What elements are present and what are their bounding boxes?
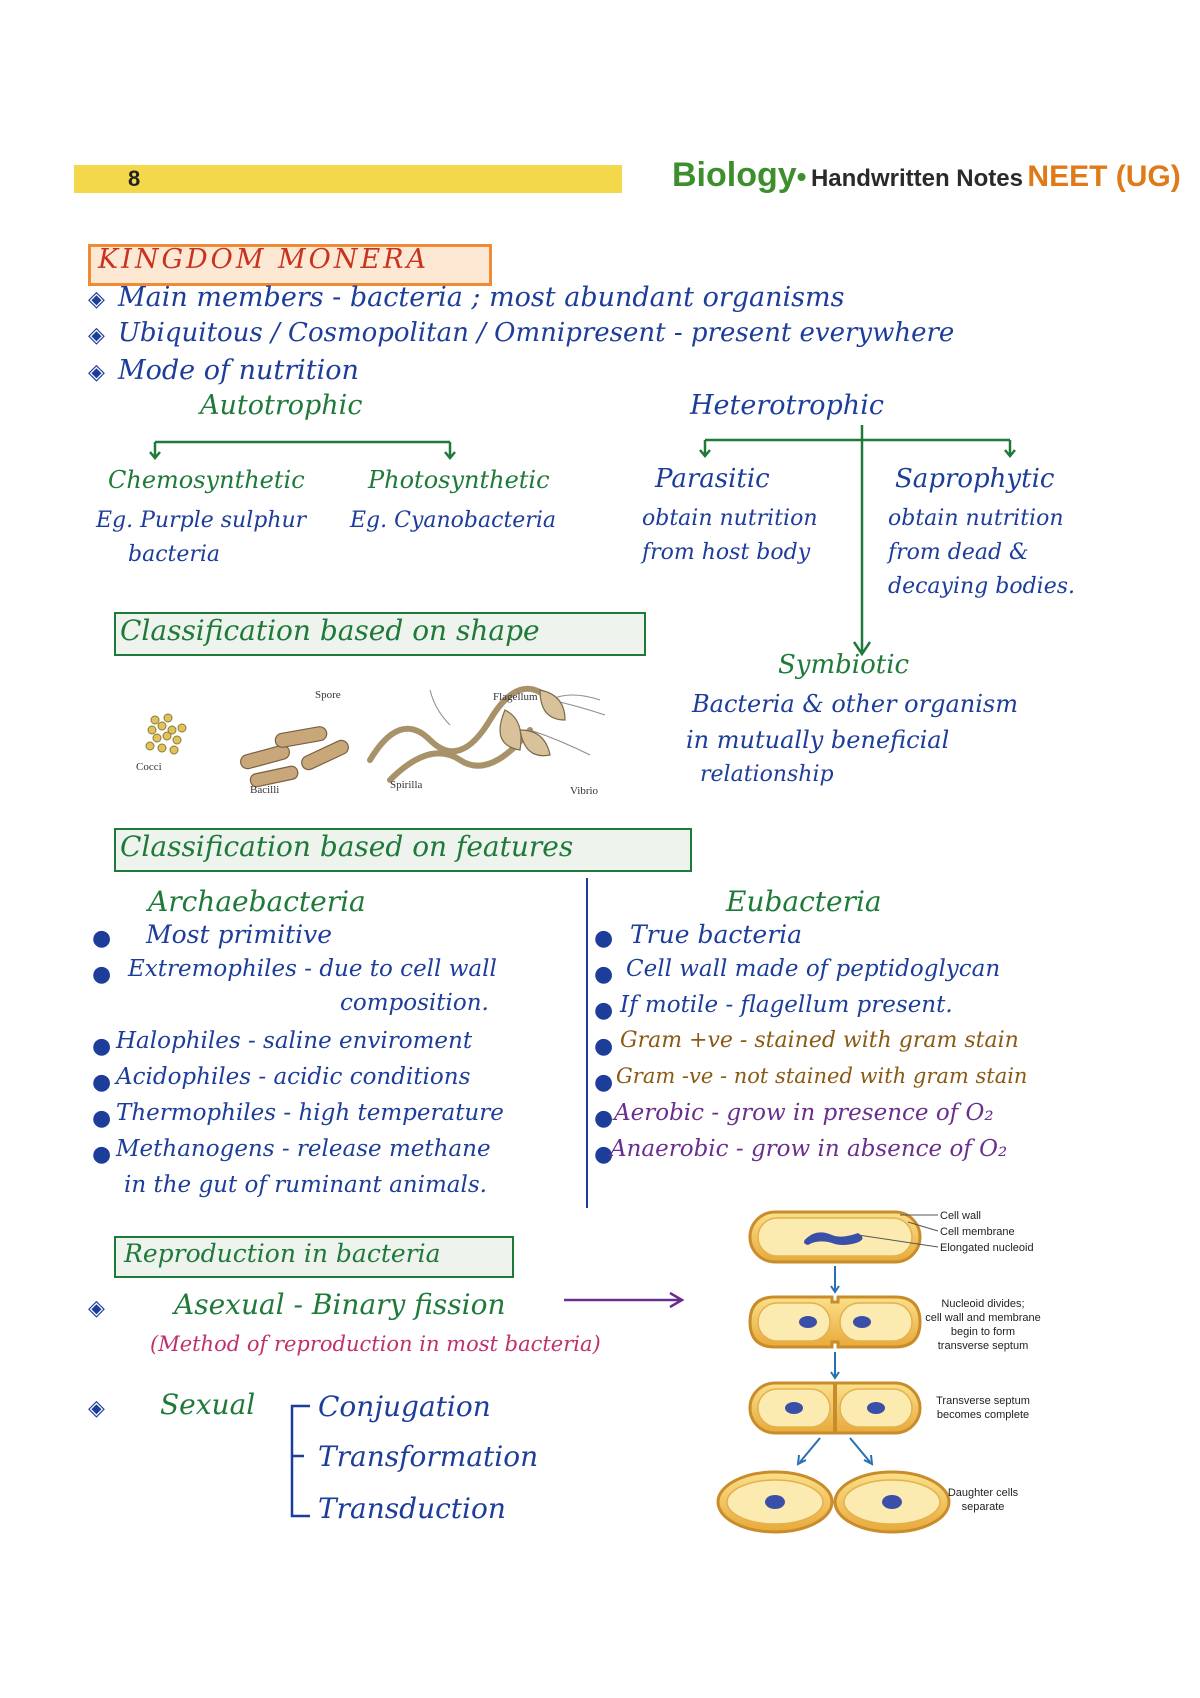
brand-exam: NEET (UG)	[1027, 160, 1181, 193]
bullet-dot-icon: ●	[594, 962, 614, 987]
features-divider	[586, 878, 588, 1208]
diamond-bullet-icon: ◈	[88, 287, 105, 312]
sexual-bracket	[284, 1398, 314, 1528]
symbiotic-desc-3: relationship	[700, 762, 834, 787]
archae-item: Acidophiles - acidic conditions	[116, 1064, 471, 1090]
bullet-dot-icon: ●	[92, 926, 112, 951]
arrow-right-icon	[560, 1290, 690, 1310]
flagellum-label: Flagellum	[493, 691, 538, 703]
bullet-dot-icon: ●	[594, 998, 614, 1023]
bullet-dot-icon: ●	[92, 1142, 112, 1167]
spore-label: Spore	[315, 689, 341, 701]
bullet-dot-icon: ●	[594, 1034, 614, 1059]
parasitic-desc-2: from host body	[642, 540, 811, 565]
reproduction-heading: Reproduction in bacteria	[124, 1239, 441, 1268]
diamond-bullet-icon: ◈	[88, 360, 105, 385]
brand-notes: Handwritten Notes	[810, 165, 1023, 192]
asexual-label: Asexual - Binary fission	[174, 1288, 506, 1321]
nucleoid-divides-label-2: cell wall and membrane	[925, 1312, 1041, 1324]
bullet-dot-icon: ●	[92, 1034, 112, 1059]
bacteria-shapes-illustration	[130, 670, 640, 800]
symbiotic-desc-2: in mutually beneficial	[686, 726, 950, 754]
diamond-bullet-icon: ◈	[88, 1396, 105, 1421]
nucleoid-divides-label-4: transverse septum	[937, 1340, 1029, 1352]
photosynthetic-label: Photosynthetic	[368, 466, 550, 494]
daughter-cells-label-2: separate	[961, 1501, 1005, 1513]
eubac-item-aerobic: Aerobic - grow in presence of O₂	[614, 1100, 994, 1126]
parasitic-desc-1: obtain nutrition	[642, 506, 818, 531]
page-title: KINGDOM MONERA	[98, 244, 429, 275]
archae-item: in the gut of ruminant animals.	[124, 1172, 487, 1198]
chemosynthetic-example-1: Eg. Purple sulphur	[96, 508, 307, 533]
binary-fission-diagram	[700, 1200, 1120, 1540]
saprophytic-label: Saprophytic	[895, 464, 1055, 494]
asexual-note: (Method of reproduction in most bacteria)	[150, 1332, 601, 1356]
diamond-bullet-icon: ◈	[88, 1296, 105, 1321]
eubac-item-gram-positive: Gram +ve - stained with gram stain	[620, 1028, 1019, 1053]
shape-heading: Classification based on shape	[120, 614, 540, 647]
bullet-ubiquitous: Ubiquitous / Cosmopolitan / Omnipresent - present everywhere	[118, 318, 955, 348]
autotrophic-label: Autotrophic	[200, 390, 363, 421]
eubac-item-anaerobic: Anaerobic - grow in absence of O₂	[610, 1136, 1008, 1162]
septum-complete-label-2: becomes complete	[936, 1409, 1030, 1421]
brand-dot: •	[796, 161, 807, 192]
sexual-label: Sexual	[160, 1388, 256, 1421]
page-number: 8	[128, 166, 141, 191]
symbiotic-label: Symbiotic	[778, 650, 910, 680]
saprophytic-desc-1: obtain nutrition	[888, 506, 1064, 531]
bullet-dot-icon: ●	[92, 1070, 112, 1095]
archae-item: Thermophiles - high temperature	[116, 1100, 504, 1126]
archae-item: Most primitive	[146, 920, 333, 949]
septum-complete-label-1: Transverse septum	[936, 1395, 1030, 1407]
archaebacteria-title: Archaebacteria	[148, 885, 366, 918]
bullet-mode-of-nutrition: Mode of nutrition	[118, 355, 359, 386]
parasitic-label: Parasitic	[655, 464, 770, 494]
saprophytic-desc-3: decaying bodies.	[888, 574, 1075, 599]
bullet-dot-icon: ●	[594, 926, 614, 951]
bullet-main-members: Main members - bacteria ; most abundant organisms	[118, 282, 845, 313]
daughter-cells-label-1: Daughter cells	[947, 1487, 1019, 1499]
bullet-dot-icon: ●	[594, 1070, 614, 1095]
nucleoid-divides-label-1: Nucleoid divides;	[941, 1298, 1025, 1310]
archae-item: Methanogens - release methane	[116, 1136, 491, 1162]
sexual-type: Transduction	[318, 1492, 506, 1525]
bullet-dot-icon: ●	[92, 1106, 112, 1131]
cocci-label: Cocci	[136, 761, 162, 773]
bullet-dot-icon: ●	[594, 1142, 614, 1167]
bacilli-label: Bacilli	[250, 784, 280, 796]
bullet-dot-icon: ●	[594, 1106, 614, 1131]
chemosynthetic-example-2: bacteria	[128, 542, 221, 567]
sexual-type: Conjugation	[318, 1390, 491, 1423]
symbiotic-desc-1: Bacteria & other organism	[692, 690, 1018, 718]
brand-subject: Biology	[672, 156, 797, 194]
eubac-item-gram-negative: Gram -ve - not stained with gram stain	[616, 1064, 1028, 1088]
eubac-item: If motile - flagellum present.	[620, 992, 953, 1018]
bullet-dot-icon: ●	[92, 962, 112, 987]
archae-item: composition.	[340, 990, 489, 1016]
elongated-nucleoid-label: Elongated nucleoid	[940, 1242, 1034, 1254]
photosynthetic-example: Eg. Cyanobacteria	[350, 508, 556, 533]
vibrio-label: Vibrio	[570, 785, 599, 797]
archae-item: Halophiles - saline enviroment	[116, 1028, 473, 1054]
archae-item: Extremophiles - due to cell wall	[128, 956, 497, 982]
sexual-type: Transformation	[318, 1440, 539, 1473]
saprophytic-desc-2: from dead &	[888, 540, 1029, 565]
eubac-item: Cell wall made of peptidoglycan	[626, 956, 1001, 982]
eubacteria-title: Eubacteria	[726, 885, 882, 918]
chemosynthetic-label: Chemosynthetic	[108, 466, 305, 494]
nucleoid-divides-label-3: begin to form	[950, 1326, 1016, 1338]
heterotrophic-label: Heterotrophic	[690, 390, 884, 421]
cell-membrane-label: Cell membrane	[940, 1226, 1015, 1238]
cell-wall-label: Cell wall	[940, 1210, 981, 1222]
features-heading: Classification based on features	[120, 830, 574, 863]
eubac-item: True bacteria	[630, 920, 803, 949]
spirilla-label: Spirilla	[390, 779, 423, 791]
diamond-bullet-icon: ◈	[88, 323, 105, 348]
